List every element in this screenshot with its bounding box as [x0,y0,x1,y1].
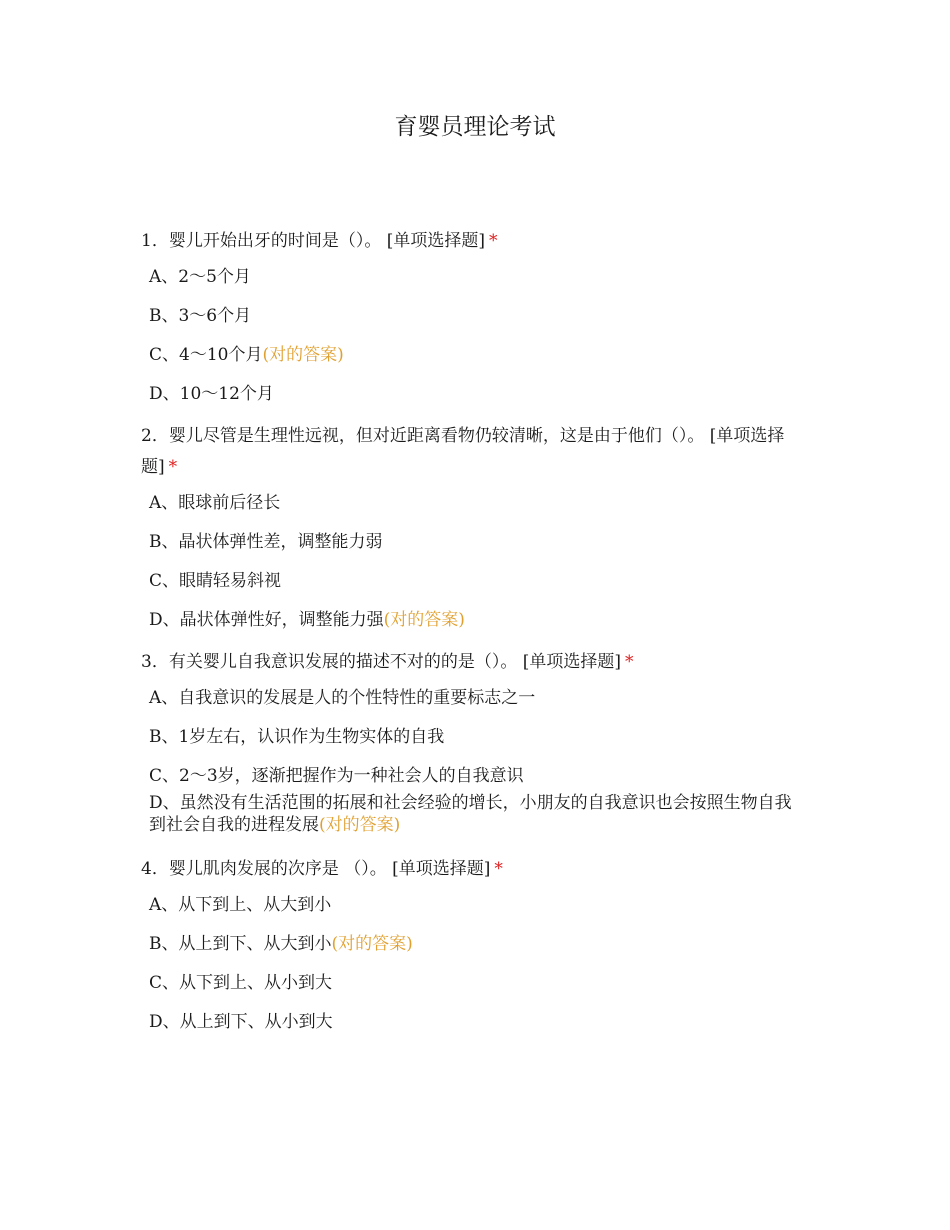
option-c[interactable]: C、4～10个月(对的答案) [149,345,344,365]
option-d[interactable]: D、10～12个月 [149,384,274,404]
option-c[interactable]: C、2～3岁，逐渐把握作为一种社会人的自我意识 [149,766,524,786]
option-a[interactable]: A、从下到上、从大到小 [149,895,332,915]
option-a[interactable]: A、眼球前后径长 [149,493,281,513]
option-b[interactable]: B、1岁左右，认识作为生物实体的自我 [149,727,445,747]
required-mark: * [624,652,634,672]
option-b[interactable]: B、晶状体弹性差，调整能力弱 [149,532,383,552]
question-3 [141,647,801,836]
question-2 [141,421,801,632]
required-mark: * [488,231,498,251]
question-text: 3．有关婴儿自我意识发展的描述不对的的是（）。 [单项选择题] * [141,652,634,672]
option-a[interactable]: A、2～5个月 [149,267,251,287]
option-c[interactable]: C、眼睛轻易斜视 [149,571,282,591]
option-c[interactable]: C、从下到上、从小到大 [149,973,333,993]
correct-answer-mark: (对的答案) [331,934,413,954]
option-a[interactable]: A、自我意识的发展是人的个性特性的重要标志之一 [149,688,536,708]
required-mark: * [168,457,178,477]
question-4 [141,854,801,1034]
option-b[interactable]: B、从上到下、从大到小(对的答案) [149,934,413,954]
question-text: 2．婴儿尽管是生理性远视，但对近距离看物仍较清晰，这是由于他们（）。 [单项选择题] * [141,426,785,477]
correct-answer-mark: (对的答案) [262,345,344,365]
option-d[interactable]: D、虽然没有生活范围的拓展和社会经验的增长，小朋友的自我意识也会按照生物自我到社会自我的进程发展(对的答案) [149,793,792,835]
required-mark: * [494,859,503,879]
page-title: 育婴员理论考试 [394,114,556,140]
correct-answer-mark: (对的答案) [319,815,401,835]
question-text: 4．婴儿肌肉发展的次序是 （）。 [单项选择题] * [141,859,503,879]
option-d[interactable]: D、从上到下、从小到大 [149,1012,333,1032]
option-d[interactable]: D、晶状体弹性好，调整能力强(对的答案) [149,610,465,630]
correct-answer-mark: (对的答案) [383,610,465,630]
question-1 [141,226,801,406]
option-b[interactable]: B、3～6个月 [149,306,252,326]
question-text: 1．婴儿开始出牙的时间是（）。 [单项选择题] * [141,231,498,251]
question-list [141,226,801,1049]
